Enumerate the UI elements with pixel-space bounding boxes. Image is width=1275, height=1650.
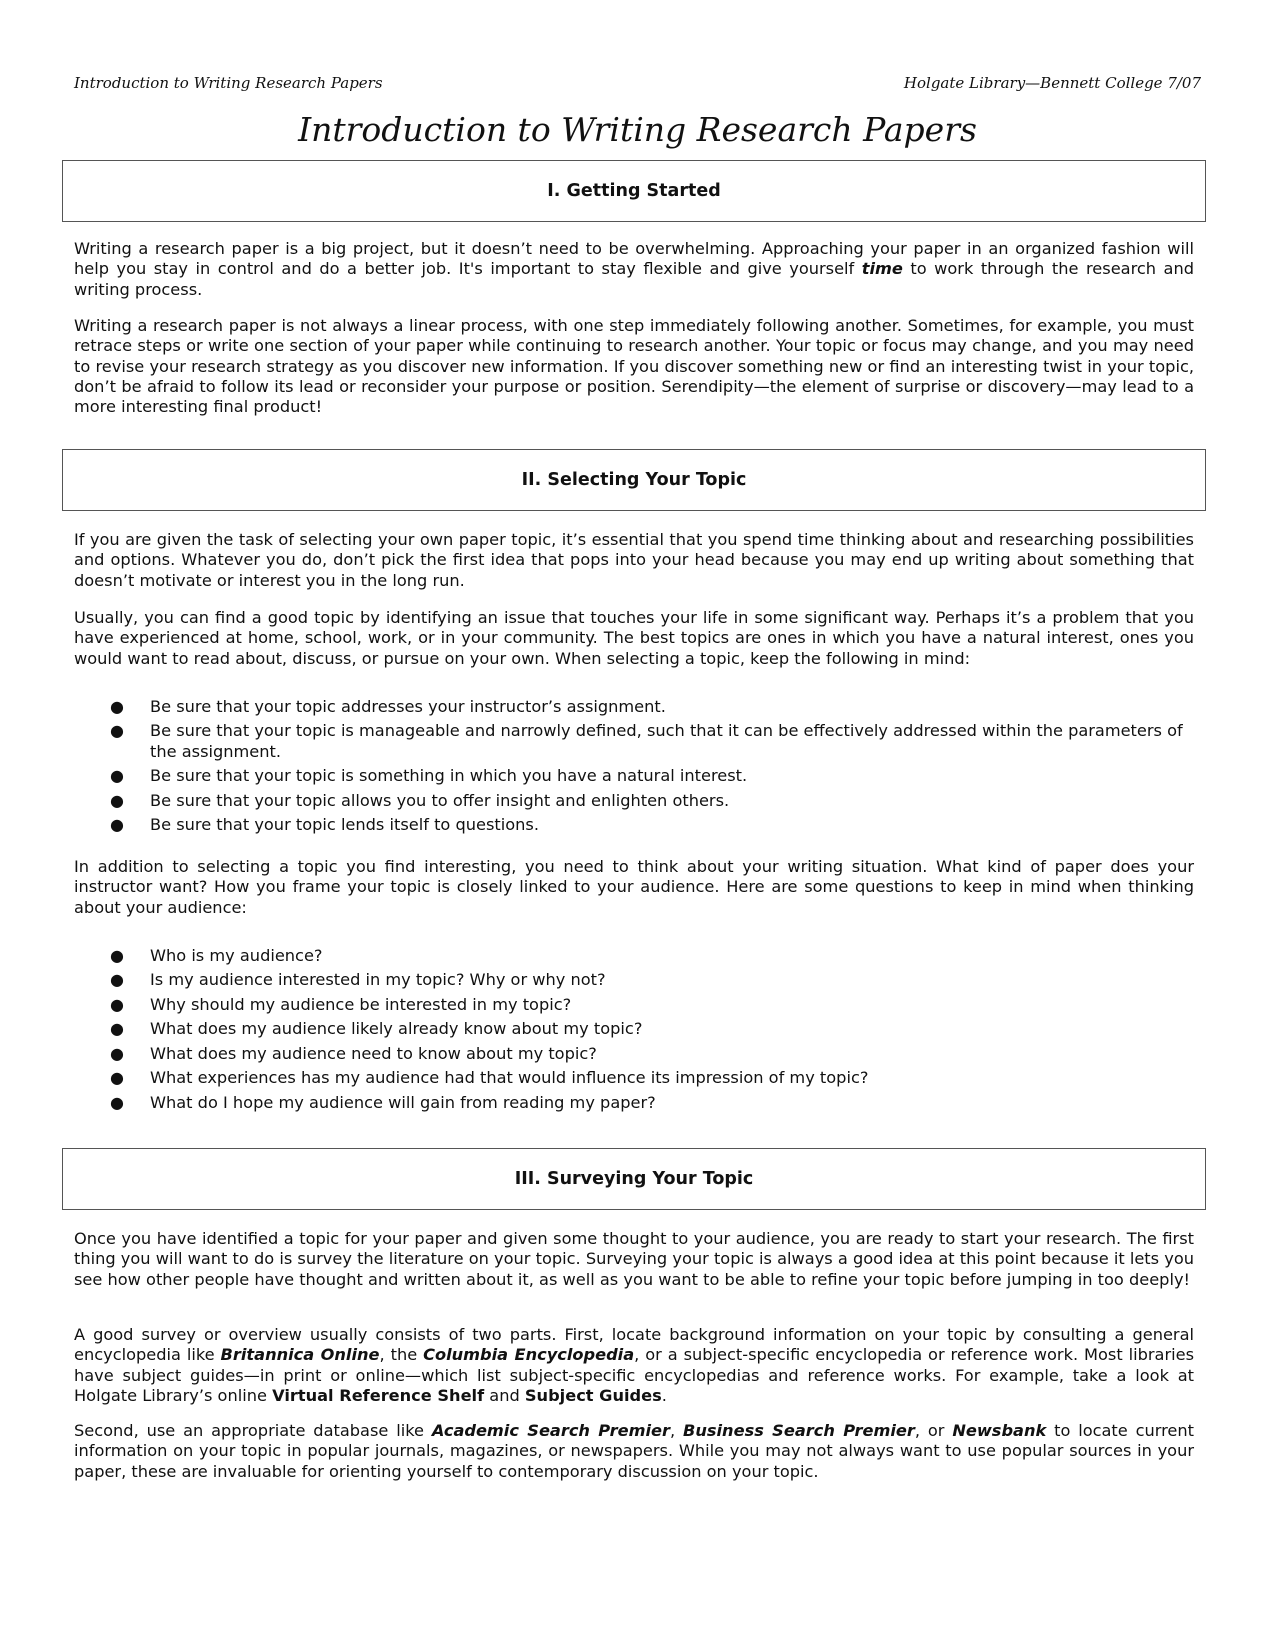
bullet-icon: ● bbox=[110, 994, 124, 1014]
bullet-icon: ● bbox=[110, 721, 124, 741]
list-item bbox=[74, 766, 1194, 786]
list-item bbox=[74, 721, 1194, 762]
text-run: A good survey or overview usually consists of two parts. First, locate background information on your topic by consulting a general encyclopedia like bbox=[74, 1325, 1194, 1365]
paragraph: Writing a research paper is not always a linear process, with one step immediately following another. Sometimes, for example, you must retrace steps or write one section of your paper while continuing to research another. Your topic or focus may change, and you may need to revise your research strategy as you discover new information. If you discover something new or find an interesting twist in your topic, don’t be afraid to follow its lead or reconsider your purpose or position. Serendipity—the element of surprise or discovery—may lead to a more interesting final product! bbox=[74, 316, 1194, 417]
bold-text: Virtual Reference Shelf bbox=[272, 1385, 485, 1405]
list-item-text: What experiences has my audience had that would influence its impression of my topic? bbox=[150, 1068, 869, 1088]
emphasis-text: time bbox=[861, 259, 903, 279]
bullet-icon: ● bbox=[110, 1043, 124, 1063]
section-heading-selecting-topic bbox=[62, 449, 1206, 511]
bullet-icon: ● bbox=[110, 1092, 124, 1112]
section-heading-getting-started bbox=[62, 160, 1206, 222]
header-right: Holgate Library—Bennett College 7/07 bbox=[903, 74, 1201, 92]
list-item bbox=[74, 995, 1194, 1015]
text-run: and bbox=[484, 1385, 525, 1405]
list-item-text: Be sure that your topic is manageable and narrowly defined, such that it can be effectively addressed within the parameters of the assignment. bbox=[150, 721, 1183, 761]
section-heading-text: III. Surveying Your Topic bbox=[514, 1169, 754, 1189]
bullet-icon: ● bbox=[110, 1068, 124, 1088]
list-item bbox=[74, 970, 1194, 990]
section-heading-text: I. Getting Started bbox=[547, 181, 721, 201]
list-item bbox=[74, 1093, 1194, 1113]
list-item bbox=[74, 1044, 1194, 1064]
list-item bbox=[74, 1068, 1194, 1088]
list-item bbox=[74, 1019, 1194, 1039]
paragraph: Usually, you can find a good topic by identifying an issue that touches your life in some significant way. Perhaps it’s a problem that you have experienced at home, school, work, or in your community. The best topics are ones in which you have a natural interest, ones you would want to read about, discuss, or pursue on your own. When selecting a topic, keep the following in mind: bbox=[74, 608, 1194, 668]
paragraph: In addition to selecting a topic you find interesting, you need to think about your writing situation. What kind of paper does your instructor want? How you frame your topic is closely linked to your audience. Here are some questions to keep in mind when thinking about your audience: bbox=[74, 857, 1194, 917]
emphasis-text: Britannica Online bbox=[220, 1345, 380, 1365]
bold-text: Subject Guides bbox=[524, 1385, 662, 1405]
bullet-icon: ● bbox=[110, 766, 124, 786]
list-item bbox=[74, 791, 1194, 811]
list-item-text: What does my audience need to know about my topic? bbox=[150, 1043, 597, 1063]
bullet-icon: ● bbox=[110, 1019, 124, 1039]
emphasis-text: Business Search Premier bbox=[683, 1421, 915, 1440]
list-item-text: Is my audience interested in my topic? Why or why not? bbox=[150, 970, 606, 990]
list-item-text: Be sure that your topic addresses your instructor’s assignment. bbox=[150, 697, 666, 716]
running-header bbox=[74, 74, 1201, 98]
text-run: Second, use an appropriate database like bbox=[74, 1421, 432, 1440]
section-heading-text: II. Selecting Your Topic bbox=[521, 470, 747, 490]
paragraph: If you are given the task of selecting your own paper topic, it’s essential that you spend time thinking about and researching possibilities and options. Whatever you do, don’t pick the first idea that pops into your head because you may end up writing about something that doesn’t motivate or interest you in the long run. bbox=[74, 530, 1194, 590]
emphasis-text: Newsbank bbox=[952, 1421, 1047, 1440]
list-item-text: Be sure that your topic lends itself to questions. bbox=[150, 815, 539, 835]
list-item-text: Be sure that your topic allows you to offer insight and enlighten others. bbox=[150, 790, 730, 810]
text-run: , or a subject-specific encyclopedia or reference work. Most libraries have subject guides—in print or online—which list subject-specific encyclopedias and reference works. For example, take a look at Holgate Library’s online bbox=[74, 1345, 1194, 1405]
list-item-text: What does my audience likely already know about my topic? bbox=[150, 1019, 643, 1039]
text-run: , bbox=[670, 1421, 684, 1440]
list-item-text: Be sure that your topic is something in which you have a natural interest. bbox=[150, 766, 748, 786]
list-item-text: Who is my audience? bbox=[150, 946, 323, 965]
list-item bbox=[74, 697, 1194, 717]
bullet-icon: ● bbox=[110, 815, 124, 835]
paragraph bbox=[74, 1325, 1194, 1406]
section-heading-surveying-topic bbox=[62, 1148, 1206, 1210]
text-run: Writing a research paper is a big project, but it doesn’t need to be overwhelming. Approaching your paper in an organized fashion will help you stay in control and do a better job. It's important to stay flexible and give yourself bbox=[74, 239, 1194, 279]
text-run: to work through the research and writing process. bbox=[74, 259, 1194, 299]
header-left: Introduction to Writing Research Papers bbox=[74, 74, 383, 92]
text-run: , the bbox=[379, 1345, 424, 1365]
bullet-icon: ● bbox=[110, 790, 124, 810]
list-item-text: What do I hope my audience will gain from reading my paper? bbox=[150, 1092, 656, 1112]
text-run: to locate current information on your topic in popular journals, magazines, or newspapers. While you may not always want to use popular sources in your paper, these are invaluable for orienting yourself to contemporary discussion on your topic. bbox=[74, 1421, 1194, 1481]
text-run: , or bbox=[914, 1421, 953, 1440]
bullet-icon: ● bbox=[110, 697, 124, 716]
paragraph: Once you have identified a topic for your paper and given some thought to your audience, you are ready to start your research. The first thing you will want to do is survey the literature on your topic. Surveying your topic is always a good idea at this point because it lets you see how other people have thought and written about it, as well as you want to be able to refine your topic before jumping in too deeply! bbox=[74, 1229, 1194, 1289]
bullet-icon: ● bbox=[110, 970, 124, 990]
emphasis-text: Academic Search Premier bbox=[431, 1421, 670, 1440]
paragraph bbox=[74, 239, 1194, 300]
bullet-icon: ● bbox=[110, 946, 124, 965]
list-item bbox=[74, 946, 1194, 966]
document-title: Introduction to Writing Research Papers bbox=[298, 110, 977, 149]
list-item-text: Why should my audience be interested in my topic? bbox=[150, 994, 572, 1014]
audience-questions bbox=[74, 946, 1194, 1117]
paragraph bbox=[74, 1421, 1194, 1482]
list-item bbox=[74, 815, 1194, 835]
emphasis-text: Columbia Encyclopedia bbox=[423, 1345, 635, 1365]
text-run: . bbox=[661, 1385, 667, 1405]
topic-checklist bbox=[74, 697, 1194, 840]
